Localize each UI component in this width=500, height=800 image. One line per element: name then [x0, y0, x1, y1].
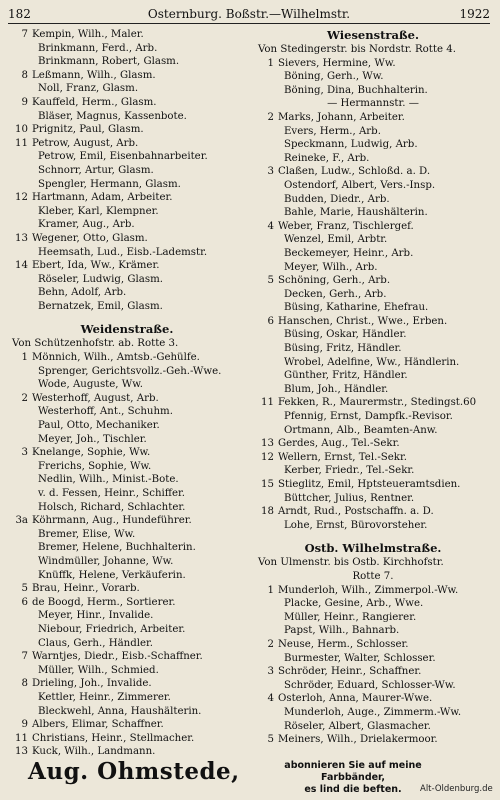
resident-entry: Albers, Elimar, Schaffner.: [32, 719, 164, 731]
resident-entry: Behn, Adolf, Arb.: [38, 287, 127, 299]
directory-entry: [254, 584, 492, 598]
resident-entry: Munderloh, Auge., Zimmerm.-Ww.: [284, 706, 462, 718]
resident-entry: Windmüller, Johanne, Ww.: [38, 555, 174, 567]
resident-entry: Heemsath, Lud., Eisb.-Lademstr.: [38, 246, 208, 258]
resident-entry: Budden, Diedr., Arb.: [284, 193, 390, 205]
house-number: 12: [261, 451, 274, 463]
resident-entry: Holsch, Richard, Schlachter.: [38, 501, 186, 513]
directory-entry: [8, 137, 246, 151]
resident-entry: Bläser, Magnus, Kassenbote.: [38, 110, 187, 122]
resident-entry: Meyer, Wilh., Arb.: [284, 261, 378, 273]
ad-text: [278, 760, 428, 796]
resident-entry: Schnorr, Artur, Glasm.: [38, 164, 154, 176]
resident-entry: Spengler, Hermann, Glasm.: [38, 178, 181, 190]
resident-entry: Hanschen, Christ., Wwe., Erben.: [278, 315, 448, 327]
resident-entry: Speckmann, Ludwig, Arb.: [284, 139, 418, 151]
house-number: 6: [21, 596, 28, 608]
directory-entry: [254, 624, 492, 638]
resident-entry: Köhrmann, Aug., Hundeführer.: [32, 515, 192, 527]
resident-entry: Petrow, Emil, Eisenbahnarbeiter.: [38, 151, 208, 163]
resident-entry: Evers, Herm., Arb.: [284, 125, 381, 137]
house-number: 3: [267, 166, 274, 178]
resident-entry: Bahle, Marie, Haushälterin.: [284, 207, 428, 219]
resident-entry: Wrobel, Adelfine, Ww., Händlerin.: [284, 356, 460, 368]
resident-entry: Blum, Joh., Händler.: [284, 383, 389, 395]
resident-entry: Westerhoff, Ant., Schuhm.: [38, 406, 173, 418]
directory-entry: [254, 261, 492, 275]
street-range: Von Ulmenstr. bis Ostb. Kirchhofstr.: [258, 557, 444, 569]
directory-entry: [254, 57, 492, 71]
directory-entry: [8, 123, 246, 137]
resident-entry: Weber, Franz, Tischlergef.: [278, 220, 414, 232]
resident-entry: Neuse, Herm., Schlosser.: [278, 638, 409, 650]
directory-entry: [8, 365, 246, 379]
directory-entry: [8, 705, 246, 719]
resident-entry: Paul, Otto, Mechaniker.: [38, 420, 160, 432]
resident-entry: Fekken, R., Maurermstr., Stedingst.60: [278, 397, 477, 409]
directory-entry: [254, 84, 492, 98]
resident-entry: Schröder, Eduard, Schlosser-Ww.: [284, 679, 456, 691]
house-number: 3: [21, 447, 28, 459]
resident-entry: de Boogd, Herm., Sortierer.: [32, 596, 176, 608]
house-number: 5: [267, 275, 274, 287]
directory-entry: [254, 193, 492, 207]
ad-line-1: abonnieren Sie auf meine Farbbänder,: [284, 760, 422, 783]
directory-entry: [254, 342, 492, 356]
house-number: 11: [15, 137, 28, 149]
resident-entry: Brinkmann, Ferd., Arb.: [38, 42, 158, 54]
resident-entry: Drieling, Joh., Invalide.: [32, 678, 152, 690]
street-heading: Wiesenstraße.: [327, 28, 419, 42]
resident-entry: Bernatzek, Emil, Glasm.: [38, 300, 163, 312]
resident-entry: Günther, Fritz, Händler.: [284, 370, 408, 382]
directory-entry: [8, 82, 246, 96]
directory-entry: [8, 446, 246, 460]
resident-entry: Niebour, Friedrich, Arbeiter.: [38, 623, 186, 635]
house-number: 3: [267, 666, 274, 678]
directory-entry: [254, 70, 492, 84]
resident-entry: Marks, Johann, Arbeiter.: [278, 111, 405, 123]
directory-entry: [254, 152, 492, 166]
directory-entry: [254, 233, 492, 247]
house-number: 11: [15, 732, 28, 744]
directory-entry: [8, 487, 246, 501]
resident-entry: Munderloh, Wilh., Zimmerpol.-Ww.: [278, 584, 459, 596]
directory-entry: [8, 300, 246, 314]
resident-entry: Brinkmann, Robert, Glasm.: [38, 56, 180, 68]
resident-entry: Schröder, Heinr., Schaffner.: [278, 666, 422, 678]
directory-entry: [8, 259, 246, 273]
street-range: Von Stedingerstr. bis Nordstr. Rotte 4.: [258, 44, 456, 55]
directory-entry: [254, 220, 492, 234]
house-number: 4: [267, 220, 274, 232]
resident-entry: Meyer, Joh., Tischler.: [38, 433, 147, 445]
resident-entry: Westerhoff, August, Arb.: [32, 392, 159, 404]
house-number: 15: [261, 479, 274, 490]
resident-entry: Claus, Gerh., Händler.: [38, 637, 154, 649]
directory-entry: [8, 392, 246, 406]
resident-entry: Pfennig, Ernst, Dampfk.-Revisor.: [284, 411, 453, 423]
resident-entry: Bremer, Helene, Buchhalterin.: [38, 542, 196, 554]
resident-entry: Knelange, Sophie, Ww.: [32, 447, 151, 459]
directory-entry: [8, 378, 246, 392]
directory-entry: [8, 69, 246, 83]
resident-entry: Kerber, Friedr., Tel.-Sekr.: [284, 465, 415, 477]
directory-entry: [8, 191, 246, 205]
house-number: 2: [267, 111, 274, 123]
directory-entry: [8, 405, 246, 419]
directory-entry: [254, 424, 492, 438]
directory-entry: [8, 623, 246, 637]
directory-entry: [254, 383, 492, 397]
directory-entry: [8, 232, 246, 246]
resident-entry: Sievers, Hermine, Ww.: [278, 57, 396, 69]
directory-entry: [8, 528, 246, 542]
resident-entry: Schöning, Gerh., Arb.: [278, 275, 391, 287]
directory-entry: [254, 733, 492, 747]
resident-entry: Beckemeyer, Heinr., Arb.: [284, 247, 414, 259]
directory-entry: [254, 274, 492, 288]
resident-entry: Prignitz, Paul, Glasm.: [32, 124, 144, 136]
resident-entry: Röseler, Ludwig, Glasm.: [38, 273, 163, 285]
ad-line-2: es lind die beften.: [304, 784, 402, 795]
house-number: 13: [15, 232, 28, 244]
page-header: [8, 6, 490, 22]
section-gap: [254, 532, 492, 541]
directory-entry: [254, 665, 492, 679]
house-number: 5: [21, 583, 28, 595]
house-number: 5: [267, 734, 274, 746]
directory-entry: [8, 286, 246, 300]
directory-entry: [8, 246, 246, 260]
sub-heading: Rotte 7.: [352, 570, 394, 582]
directory-entry: [8, 569, 246, 583]
sub-heading: — Hermannstr. —: [327, 98, 419, 110]
house-number: 6: [267, 315, 274, 327]
page-year: 1922: [459, 7, 490, 21]
house-number: 1: [267, 57, 274, 69]
house-number: 8: [21, 678, 28, 690]
directory-entry: [254, 138, 492, 152]
resident-entry: Kramer, Aug., Arb.: [38, 219, 135, 231]
directory-entry: [254, 638, 492, 652]
page-number: 182: [8, 7, 31, 21]
resident-entry: Meyer, Hinr., Invalide.: [38, 610, 154, 622]
directory-entry: [254, 706, 492, 720]
resident-entry: Noll, Franz, Glasm.: [38, 83, 139, 95]
resident-entry: Christians, Heinr., Stellmacher.: [32, 732, 195, 744]
resident-entry: Warntjes, Diedr., Eisb.-Schaffner.: [32, 651, 203, 663]
directory-entry: [8, 205, 246, 219]
directory-entry: [8, 514, 246, 528]
resident-entry: Decken, Gerh., Arb.: [284, 288, 387, 300]
directory-entry: [8, 110, 246, 124]
directory-entry: [8, 501, 246, 515]
directory-entry: [254, 206, 492, 220]
house-number: 11: [261, 397, 274, 409]
resident-entry: Böning, Dina, Buchhalterin.: [284, 84, 428, 96]
house-number: 9: [21, 96, 28, 108]
directory-entry: [8, 218, 246, 232]
directory-entry: [254, 692, 492, 706]
resident-entry: Kuck, Wilh., Landmann.: [32, 746, 156, 758]
directory-entry: [8, 178, 246, 192]
watermark: Alt-Oldenburg.de: [420, 784, 493, 794]
house-number: 3a: [15, 515, 28, 527]
directory-entry: [254, 410, 492, 424]
directory-entry: [254, 679, 492, 693]
directory-entry: [8, 150, 246, 164]
directory-entry: [8, 718, 246, 732]
house-number: 4: [267, 693, 274, 705]
directory-entry: [8, 596, 246, 610]
house-number: 13: [261, 438, 274, 450]
resident-entry: Claßen, Ludw., Schloßd. a. D.: [278, 166, 431, 178]
house-number: 14: [15, 260, 28, 272]
resident-entry: Büsing, Oskar, Händler.: [284, 329, 407, 341]
directory-entry: [254, 396, 492, 410]
resident-entry: Ortmann, Alb., Beamten-Anw.: [284, 424, 438, 436]
resident-entry: Brau, Heinr., Vorarb.: [32, 583, 140, 595]
resident-entry: Müller, Heinr., Rangierer.: [284, 611, 417, 623]
directory-entry: [8, 582, 246, 596]
resident-entry: Wenzel, Emil, Arbtr.: [284, 234, 388, 246]
resident-entry: Knüffk, Helene, Verkäuferin.: [38, 569, 186, 581]
resident-entry: Stieglitz, Emil, Hptsteueramtsdien.: [278, 479, 461, 490]
resident-entry: Placke, Gesine, Arb., Wwe.: [284, 598, 424, 610]
resident-entry: Wellern, Ernst, Tel.-Sekr.: [278, 451, 407, 463]
directory-entry: [254, 478, 492, 492]
directory-entry: [254, 720, 492, 734]
directory-entry: [8, 460, 246, 474]
header-rule: [8, 23, 490, 24]
resident-entry: Hartmann, Adam, Arbeiter.: [32, 192, 173, 204]
house-number: 1: [267, 584, 274, 596]
directory-entry: [254, 247, 492, 261]
resident-entry: Kauffeld, Herm., Glasm.: [32, 96, 157, 108]
house-number: 10: [15, 124, 28, 136]
directory-entry: [254, 652, 492, 666]
resident-entry: Arndt, Rud., Postschaffn. a. D.: [278, 506, 434, 518]
street-range: Von Schützenhofstr. ab. Rotte 3.: [12, 338, 179, 350]
resident-entry: Bremer, Elise, Ww.: [38, 528, 136, 540]
house-number: 1: [21, 352, 28, 364]
house-number: 9: [21, 719, 28, 731]
section-gap: [8, 313, 246, 322]
resident-entry: Osterloh, Anna, Maurer-Wwe.: [278, 693, 433, 705]
directory-entry: [8, 732, 246, 746]
resident-entry: Nedlin, Wilh., Minist.-Bote.: [38, 474, 179, 486]
resident-entry: Kempin, Wilh., Maler.: [32, 29, 144, 40]
directory-entry: [8, 351, 246, 365]
directory-entry: [254, 125, 492, 139]
resident-entry: Bleckwehl, Anna, Haushälterin.: [38, 705, 202, 717]
directory-entry: [254, 165, 492, 179]
directory-entry: [254, 437, 492, 451]
resident-entry: Wode, Auguste, Ww.: [38, 379, 143, 391]
resident-entry: Petrow, August, Arb.: [32, 137, 139, 149]
resident-entry: Gerdes, Aug., Tel.-Sekr.: [278, 438, 400, 450]
directory-entry: [254, 505, 492, 519]
directory-entry: [254, 464, 492, 478]
resident-entry: Papst, Wilh., Bahnarb.: [284, 625, 400, 637]
house-number: 12: [15, 192, 28, 204]
directory-entry: [254, 451, 492, 465]
directory-entry: [8, 473, 246, 487]
resident-entry: Büsing, Katharine, Ehefrau.: [284, 302, 429, 314]
directory-entry: [8, 637, 246, 651]
directory-entry: [8, 555, 246, 569]
ad-name: Aug. Ohmstede,: [28, 758, 240, 785]
resident-entry: Frerichs, Sophie, Ww.: [38, 460, 152, 472]
resident-entry: Ebert, Ida, Ww., Krämer.: [32, 260, 160, 272]
street-heading: Weidenstraße.: [80, 322, 174, 337]
directory-entry: [8, 541, 246, 555]
directory-entry: [254, 111, 492, 125]
resident-entry: Meiners, Wilh., Drielakermoor.: [278, 734, 438, 746]
directory-entry: [8, 691, 246, 705]
directory-entry: [8, 650, 246, 664]
street-heading: Ostb. Wilhelmstraße.: [304, 541, 442, 556]
resident-entry: Kettler, Heinr., Zimmerer.: [38, 691, 171, 703]
resident-entry: Müller, Wilh., Schmied.: [38, 664, 159, 676]
resident-entry: Böning, Gerh., Ww.: [284, 71, 384, 83]
resident-entry: Ostendorf, Albert, Vers.-Insp.: [284, 179, 436, 191]
page-title: Osternburg. Boßstr.—Wilhelmstr.: [147, 7, 351, 21]
directory-entry: [8, 96, 246, 110]
resident-entry: Büttcher, Julius, Rentner.: [284, 492, 415, 504]
directory-entry: [8, 609, 246, 623]
directory-entry: [8, 164, 246, 178]
left-column: [8, 28, 246, 759]
house-number: 2: [21, 392, 28, 404]
directory-entry: [254, 288, 492, 302]
directory-entry: [254, 328, 492, 342]
resident-entry: Reineke, F., Arb.: [284, 152, 370, 164]
directory-entry: [254, 301, 492, 315]
directory-entry: [254, 492, 492, 506]
resident-entry: Kleber, Karl, Klempner.: [38, 205, 159, 217]
directory-entry: [8, 419, 246, 433]
directory-entry: [254, 597, 492, 611]
resident-entry: Leßmann, Wilh., Glasm.: [32, 69, 156, 81]
directory-entry: [8, 273, 246, 287]
directory-entry: [254, 315, 492, 329]
directory-entry: [8, 42, 246, 56]
resident-entry: Lohe, Ernst, Bürovorsteher.: [284, 519, 428, 531]
resident-entry: Mönnich, Wilh., Amtsb.-Gehülfe.: [32, 352, 200, 364]
directory-entry: [254, 356, 492, 370]
directory-entry: [8, 55, 246, 69]
resident-entry: Burmester, Walter, Schlosser.: [284, 652, 436, 664]
house-number: 13: [15, 746, 28, 758]
resident-entry: v. d. Fessen, Heinr., Schiffer.: [38, 488, 186, 499]
house-number: 2: [267, 638, 274, 650]
resident-entry: Wegener, Otto, Glasm.: [32, 232, 148, 244]
house-number: 7: [21, 651, 28, 663]
directory-entry: [254, 519, 492, 533]
directory-entry: [8, 664, 246, 678]
directory-entry: [8, 28, 246, 42]
directory-entry: [8, 433, 246, 447]
resident-entry: Büsing, Fritz, Händler.: [284, 343, 402, 355]
directory-entry: [254, 611, 492, 625]
resident-entry: Röseler, Albert, Glasmacher.: [284, 720, 431, 732]
directory-entry: [8, 677, 246, 691]
directory-entry: [254, 179, 492, 193]
house-number: 18: [261, 506, 274, 518]
resident-entry: Sprenger, Gerichtsvollz.-Geh.-Wwe.: [38, 365, 222, 377]
right-column: [254, 28, 492, 747]
house-number: 7: [21, 29, 28, 40]
house-number: 8: [21, 69, 28, 81]
directory-entry: [254, 369, 492, 383]
